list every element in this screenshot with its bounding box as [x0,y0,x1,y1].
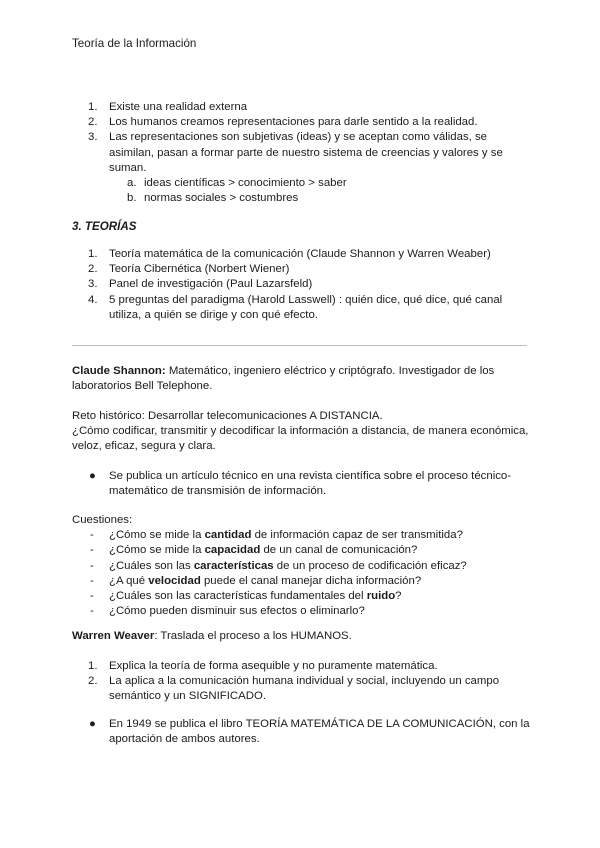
list-item [72,115,532,130]
list-text: 5 preguntas del paradigma (Harold Lasswell) : quién dice, qué dice, qué canal utiliza, a quién se dirige y con qué efecto. [109,293,503,321]
bullet-icon: ● [89,470,96,482]
question-keyword: velocidad [148,574,201,587]
premises-list [72,100,532,176]
question-pre: ¿A qué [109,574,149,587]
question-post: ? [395,590,402,603]
list-item [72,528,532,543]
question-keyword: características [193,559,274,572]
list-number: 3. [88,131,98,144]
bullet-block-1 [72,469,532,499]
list-text: La aplica a la comunicación humana individual y social, incluyendo un campo semántico y un SIGNIFICADO. [109,675,500,703]
weaver-paragraph [72,629,532,644]
question-post: puede el canal manejar dicha información? [200,574,422,587]
question-pre: ¿Cómo se mide la [109,529,205,542]
list-text: Las representaciones son subjetivas (ideas) y se aceptan como válidas, se asimilan, pasan a formar parte de nuestro sistema de creencias y valores y se suman. [109,131,503,174]
list-item [72,277,532,292]
list-number: 1. [88,248,98,260]
bullet-item [72,717,532,747]
list-item [72,604,532,619]
list-number: 2. [88,263,98,276]
list-number: 1. [88,660,98,672]
list-item [72,176,532,191]
theories-list [72,247,532,323]
weaver-block [72,629,532,644]
question-keyword: cantidad [204,529,252,542]
list-letter: b. [127,192,137,205]
list-number: 2. [88,675,98,688]
cuestiones-label: Cuestiones: [72,514,133,526]
weaver-name: Warren Weaver [72,630,155,642]
reto-line-2: ¿Cómo codificar, transmitir y decodificar la información a distancia, de manera económica, veloz, eficaz, segura y clara. [72,425,529,453]
list-text: Existe una realidad externa [109,101,248,113]
weaver-list-block [72,659,532,705]
weaver-desc: : Traslada el proceso a los HUMANOS. [154,630,352,642]
question-post: de un canal de comunicación? [260,544,418,557]
dash-icon: - [90,605,94,618]
premises-block [72,100,532,206]
shannon-name: Claude Shannon: [72,365,166,377]
list-text: Los humanos creamos representaciones para darle sentido a la realidad. [109,116,478,129]
reto-block [72,409,532,455]
list-item [72,100,532,115]
shannon-block [72,364,532,394]
list-item [72,247,532,262]
divider [72,345,527,346]
reto-line-1: Reto histórico: Desarrollar telecomunicaciones A DISTANCIA. [72,410,383,422]
question-pre: ¿Cuáles son las características fundamentales del [109,590,367,603]
list-item [72,674,532,704]
bullet-text: Se publica un artículo técnico en una revista científica sobre el proceso técnico-matemático de transmisión de información. [109,470,512,498]
list-text: normas sociales > costumbres [144,192,299,205]
list-text: Teoría Cibernética (Norbert Wiener) [109,263,290,276]
list-text: Panel de investigación (Paul Lazarsfeld) [109,278,313,291]
list-item [72,191,532,206]
bullet-text: En 1949 se publica el libro TEORÍA MATEMÁTICA DE LA COMUNICACIÓN, con la aportación de ambos autores. [109,718,530,746]
weaver-list [72,659,532,705]
list-item [72,293,532,323]
list-number: 4. [88,293,98,306]
list-text: Explica la teoría de forma asequible y no puramente matemática. [109,660,438,672]
shannon-desc: Matemático, ingeniero eléctrico y criptógrafo. Investigador de los laboratorios Bell Telephone. [72,365,495,393]
dash-icon: - [90,529,94,542]
list-item [72,574,532,589]
list-letter: a. [127,177,137,190]
list-number: 2. [88,116,98,129]
cuestiones-list [72,528,532,619]
question-keyword: capacidad [204,544,261,557]
list-item [72,543,532,558]
shannon-paragraph [72,364,532,394]
dash-icon: - [90,559,94,572]
question-post: de un proceso de codificación eficaz? [273,559,467,572]
question-keyword: ruido [366,590,396,603]
list-item [72,130,532,176]
list-number: 3. [88,278,98,291]
question-pre: ¿Cómo se mide la [109,544,205,557]
section-title: 3. TEORÍAS [72,220,137,233]
dash-icon: - [90,544,94,557]
question-post: de información capaz de ser transmitida? [251,529,463,542]
list-item [72,559,532,574]
dash-icon: - [90,590,94,603]
question-pre: ¿Cuáles son las [109,559,194,572]
bullet-item [72,469,532,499]
page-header: Teoría de la Información [72,37,197,50]
list-item [72,659,532,674]
list-item [72,262,532,277]
cuestiones-block [72,513,532,619]
list-item [72,589,532,604]
question-pre: ¿Cómo pueden disminuir sus efectos o eliminarlo? [109,605,365,618]
theories-block [72,247,532,323]
dash-icon: - [90,574,94,587]
bullet-icon: ● [89,718,96,730]
list-text: Teoría matemática de la comunicación (Claude Shannon y Warren Weaber) [109,248,491,260]
premises-sublist [72,176,532,206]
bullet-block-2 [72,717,532,747]
list-number: 1. [88,101,98,113]
list-text: ideas científicas > conocimiento > saber [144,177,347,190]
